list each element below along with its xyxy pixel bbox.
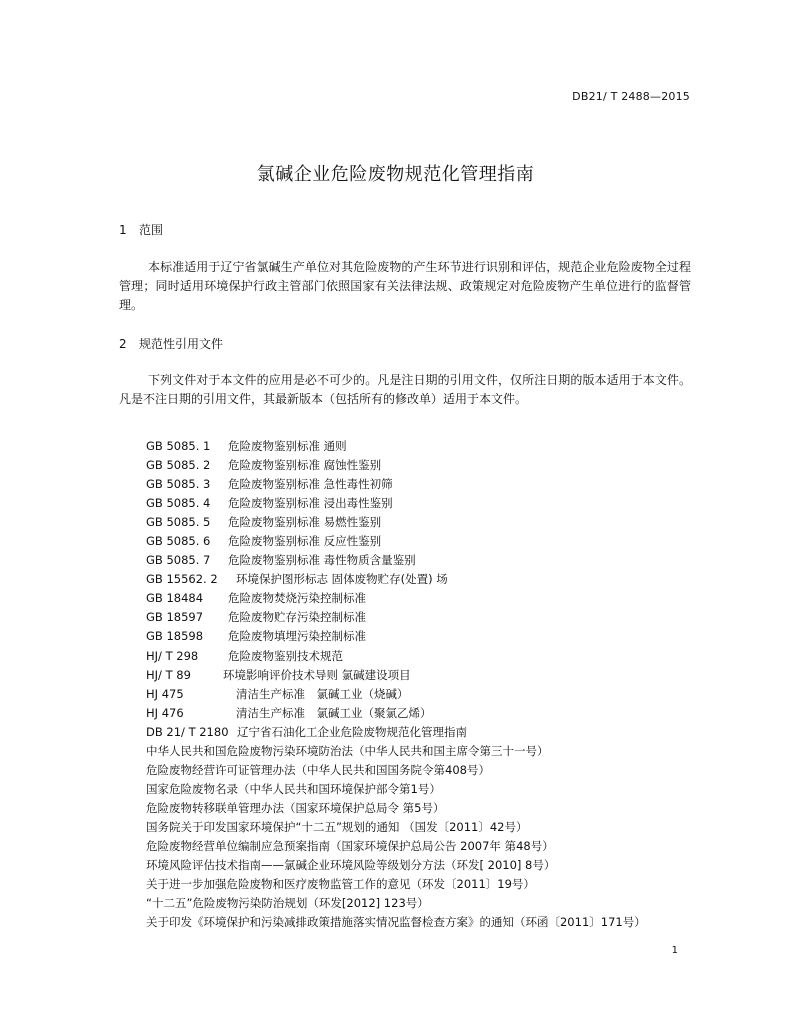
reference-title: 辽宁省石油化工企业危险废物规范化管理指南 xyxy=(237,724,467,739)
reference-item xyxy=(146,742,646,761)
section-1-paragraph: 本标准适用于辽宁省氯碱生产单位对其危险废物的产生环节进行识别和评估，规范企业危险废物全过程管理；同时适用环境保护行政主管部门依照国家有关法律法规、政策规定对危险废物产生单位进行的监督管理。 xyxy=(119,260,691,312)
reference-item xyxy=(146,627,646,646)
section-2-heading xyxy=(119,335,223,352)
reference-title: 清洁生产标准 氯碱工业（烧碱） xyxy=(236,686,409,701)
reference-title: 中华人民共和国危险废物污染环境防治法（中华人民共和国主席令第三十一号） xyxy=(146,743,549,758)
reference-title: 危险废物焚烧污染控制标准 xyxy=(228,591,366,606)
reference-code: DB 21/ T 2180 xyxy=(146,724,229,739)
reference-code: GB 5085. 4 xyxy=(146,496,211,511)
reference-item xyxy=(146,494,646,513)
reference-title: 危险废物鉴别标准 浸出毒性鉴别 xyxy=(228,496,393,511)
reference-item xyxy=(146,723,646,742)
reference-title: 危险废物经营单位编制应急预案指南（国家环境保护总局公告 2007年 第48号） xyxy=(146,838,554,853)
reference-title: 环境保护图形标志 固体废物贮存(处置) 场 xyxy=(236,572,448,587)
section-2-paragraph: 下列文件对于本文件的应用是必不可少的。凡是注日期的引用文件，仅所注日期的版本适用于本文件。凡是不注日期的引用文件，其最新版本（包括所有的修改单）适用于本文件。 xyxy=(119,373,691,406)
section-number: 2 xyxy=(119,337,127,351)
reference-code: GB 18597 xyxy=(146,610,204,625)
normative-references-list xyxy=(146,437,646,932)
reference-item xyxy=(146,532,646,551)
reference-code: HJ 475 xyxy=(146,686,184,701)
section-title: 范围 xyxy=(139,223,164,237)
reference-title: 危险废物贮存污染控制标准 xyxy=(228,610,366,625)
reference-title: “十二五”危险废物污染防治规划（环发[2012] 123号） xyxy=(146,896,429,911)
reference-item xyxy=(146,513,646,532)
reference-code: GB 15562. 2 xyxy=(146,572,218,587)
reference-code: GB 5085. 6 xyxy=(146,534,211,549)
reference-title: 危险废物鉴别标准 急性毒性初筛 xyxy=(228,477,393,492)
reference-item xyxy=(146,570,646,589)
reference-code: GB 5085. 7 xyxy=(146,553,211,568)
reference-title: 清洁生产标准 氯碱工业（聚氯乙烯） xyxy=(236,705,432,720)
reference-item xyxy=(146,780,646,799)
reference-item xyxy=(146,856,646,875)
reference-item xyxy=(146,551,646,570)
reference-code: HJ/ T 298 xyxy=(146,648,199,663)
reference-item xyxy=(146,589,646,608)
reference-item xyxy=(146,647,646,666)
reference-item xyxy=(146,761,646,780)
reference-item xyxy=(146,437,646,456)
section-number: 1 xyxy=(119,223,127,237)
reference-item xyxy=(146,685,646,704)
section-1-heading xyxy=(119,221,163,238)
reference-item xyxy=(146,894,646,913)
reference-title: 危险废物经营许可证管理办法（中华人民共和国国务院令第408号） xyxy=(146,762,490,777)
reference-item xyxy=(146,704,646,723)
page-number: 1 xyxy=(671,945,678,956)
reference-title: 危险废物鉴别标准 腐蚀性鉴别 xyxy=(228,458,382,473)
reference-title: 关于印发《环境保护和污染减排政策措施落实情况监督检查方案》的通知（环函〔2011〕171号） xyxy=(146,915,646,930)
reference-item xyxy=(146,799,646,818)
reference-title: 国家危险废物名录（中华人民共和国环境保护部令第1号） xyxy=(146,781,441,796)
reference-title: 危险废物鉴别标准 毒性物质含量鉴别 xyxy=(228,553,416,568)
reference-title: 国务院关于印发国家环境保护“十二五”规划的通知 （国发〔2011〕42号） xyxy=(146,819,528,834)
document-code: DB21/ T 2488—2015 xyxy=(572,90,690,103)
reference-title: 危险废物鉴别标准 易燃性鉴别 xyxy=(228,515,382,530)
reference-code: GB 5085. 2 xyxy=(146,458,211,473)
reference-code: GB 5085. 1 xyxy=(146,439,211,453)
reference-title: 危险废物转移联单管理办法（国家环境保护总局令 第5号） xyxy=(146,800,445,815)
reference-item xyxy=(146,818,646,837)
reference-title: 环境影响评价技术导则 氯碱建设项目 xyxy=(223,667,411,682)
reference-item xyxy=(146,913,646,932)
reference-title: 危险废物鉴别技术规范 xyxy=(228,648,343,663)
reference-title: 环境风险评估技术指南——氯碱企业环境风险等级划分方法（环发[ 2010] 8号） xyxy=(146,858,556,873)
document-title: 氯碱企业危险废物规范化管理指南 xyxy=(256,164,535,185)
reference-title: 危险废物鉴别标准 反应性鉴别 xyxy=(228,534,382,549)
reference-title: 危险废物鉴别标准 通则 xyxy=(228,439,347,453)
reference-title: 关于进一步加强危险废物和医疗废物监管工作的意见（环发〔2011〕19号） xyxy=(146,877,535,892)
reference-item xyxy=(146,837,646,856)
section-title: 规范性引用文件 xyxy=(139,337,224,351)
reference-item xyxy=(146,608,646,627)
reference-code: GB 5085. 5 xyxy=(146,515,211,530)
reference-code: GB 18598 xyxy=(146,629,204,644)
reference-item xyxy=(146,475,646,494)
reference-title: 危险废物填埋污染控制标准 xyxy=(228,629,366,644)
reference-code: HJ 476 xyxy=(146,705,184,720)
reference-code: HJ/ T 89 xyxy=(146,667,191,682)
reference-item xyxy=(146,456,646,475)
reference-code: GB 18484 xyxy=(146,591,204,606)
reference-item xyxy=(146,875,646,894)
reference-item xyxy=(146,666,646,685)
reference-code: GB 5085. 3 xyxy=(146,477,211,492)
